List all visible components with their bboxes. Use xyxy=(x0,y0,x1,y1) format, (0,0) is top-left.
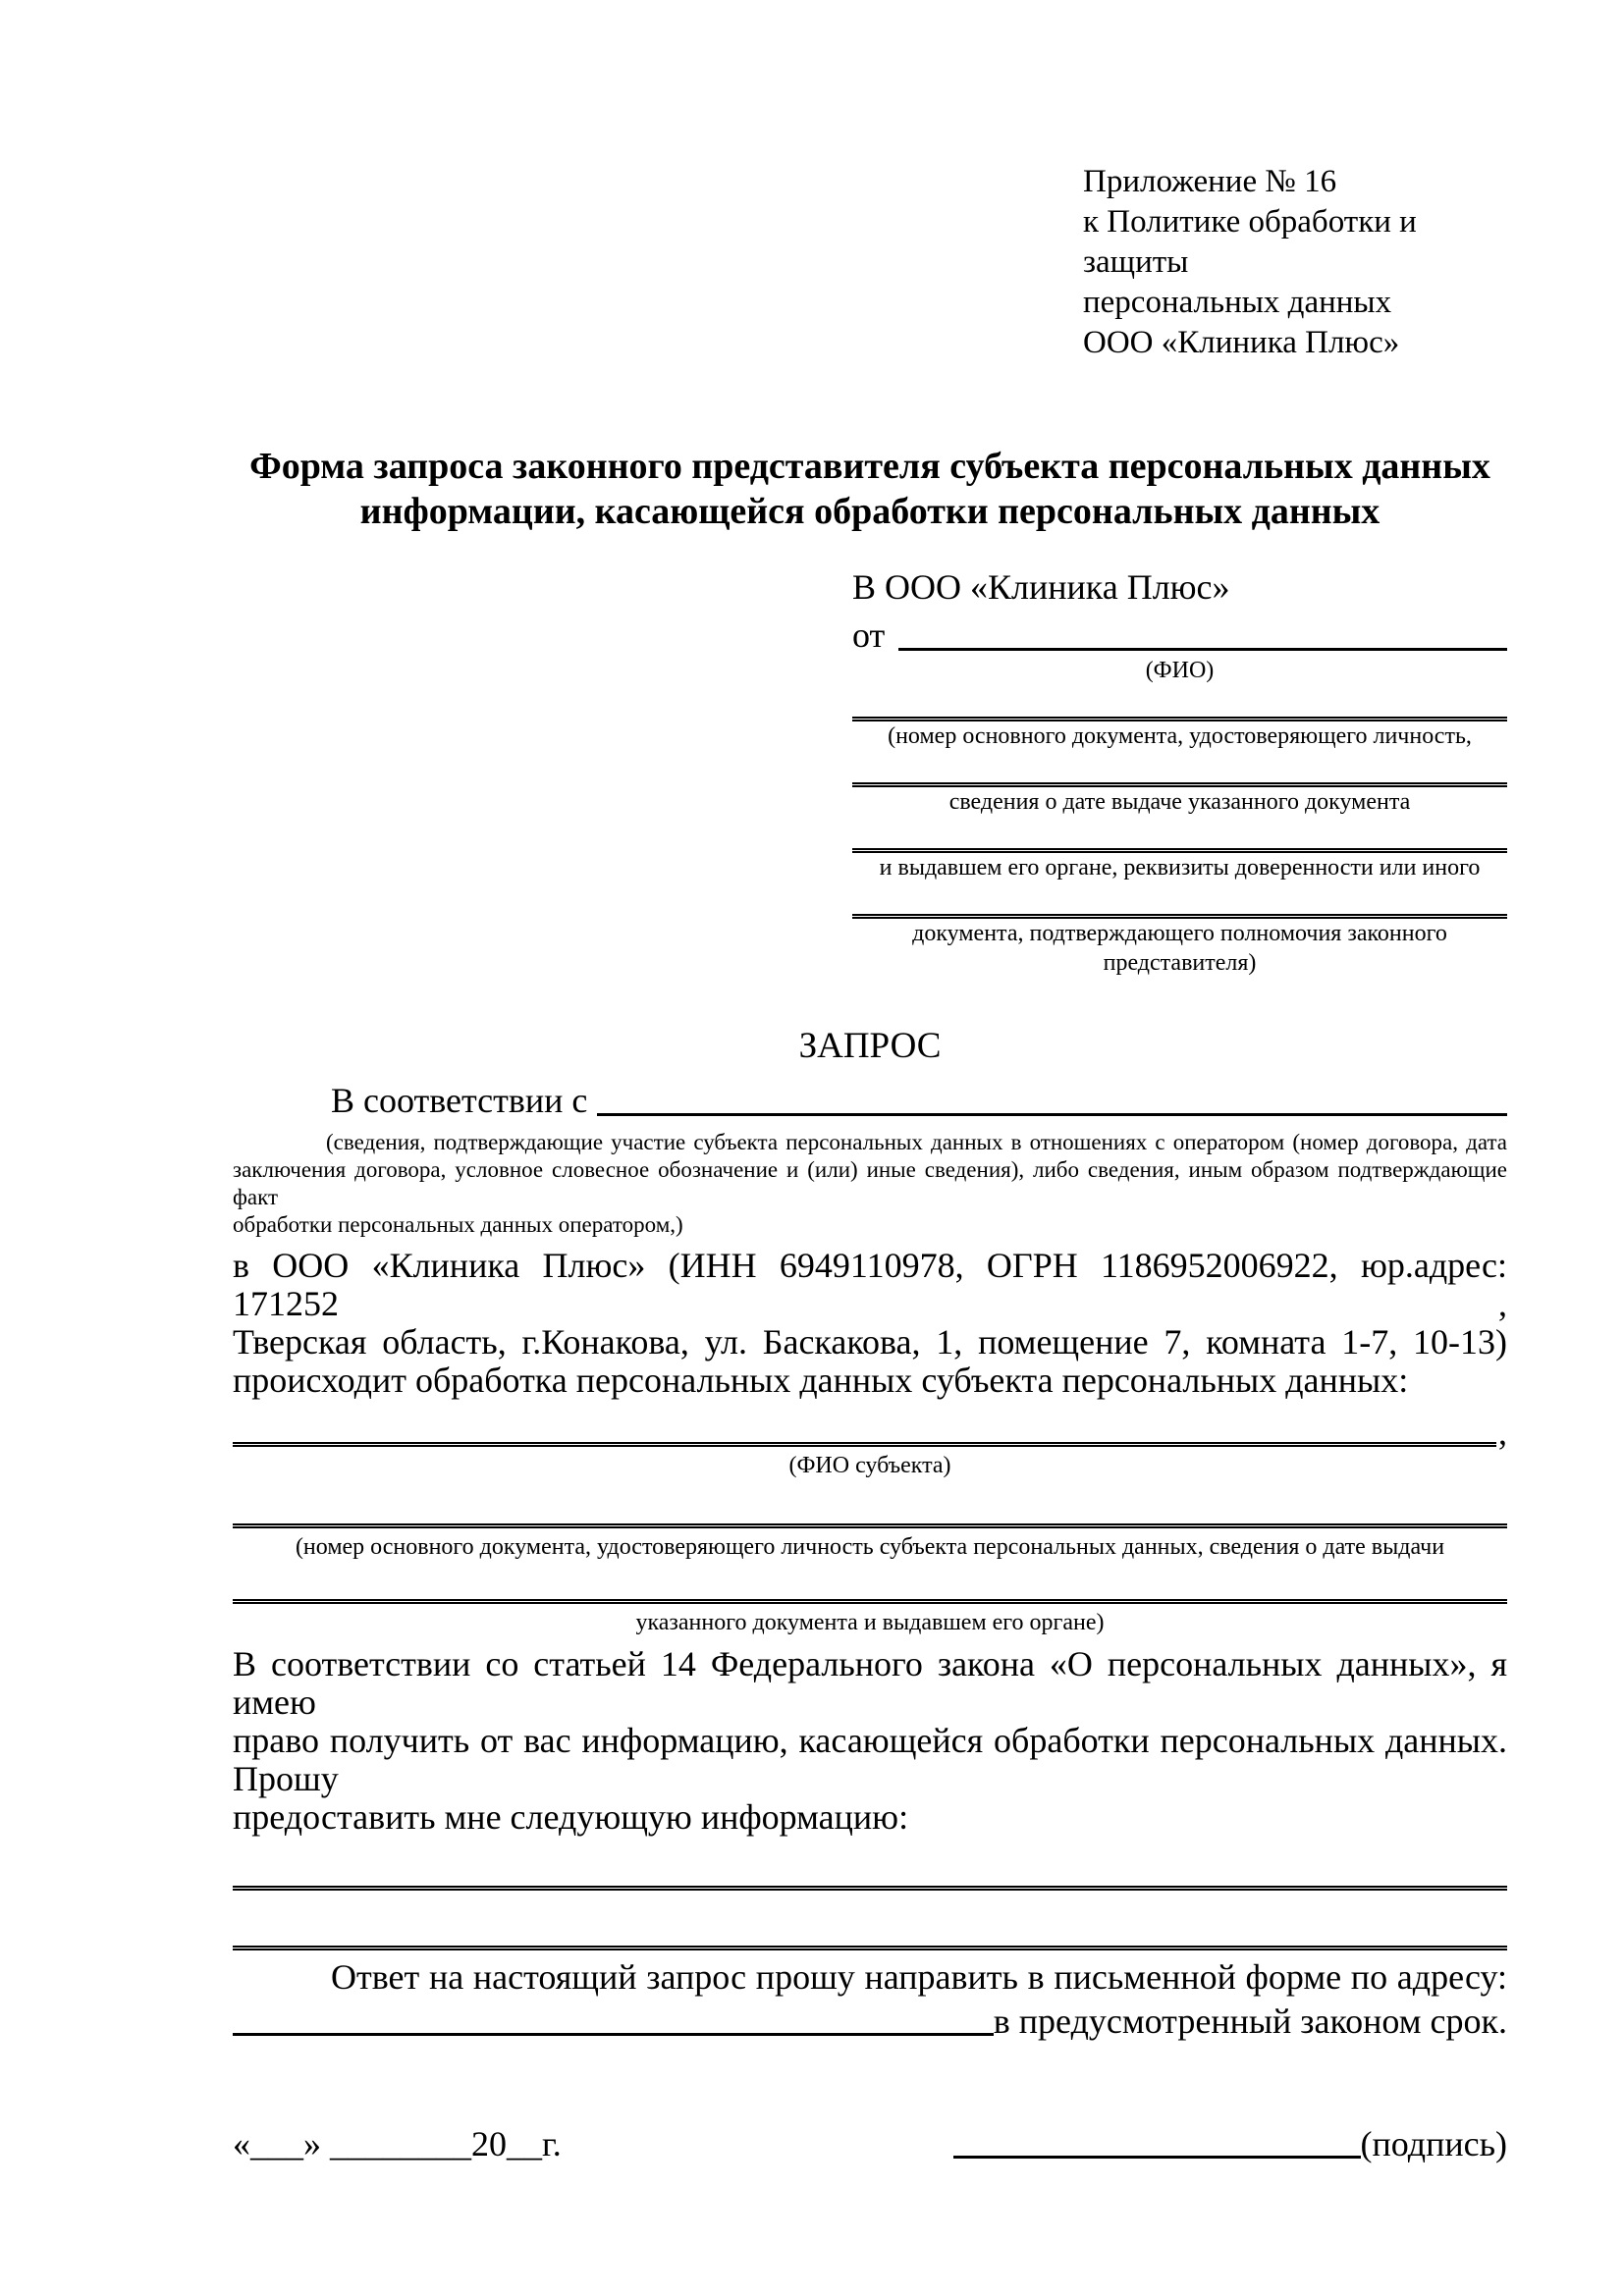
page-title-line: информации, касающейся обработки персональных данных xyxy=(359,491,1380,532)
appendix-line: к Политике обработки и защиты xyxy=(1083,204,1417,280)
addressee-block xyxy=(852,565,1507,978)
according-label: В соответствии с xyxy=(331,1081,588,1120)
appendix-line: ООО «Клиника Плюс» xyxy=(1083,325,1400,360)
appendix-header xyxy=(1083,162,1507,363)
document-number-caption: (номер основного документа, удостоверяющего личность, xyxy=(888,723,1472,749)
representative-authority-field-line xyxy=(852,892,1507,919)
according-row xyxy=(233,1080,1507,1121)
reply-address-field-line xyxy=(233,2032,994,2036)
law-paragraph xyxy=(233,1645,1507,1837)
from-field-line xyxy=(898,647,1507,651)
subject-document-caption: (номер основного документа, удостоверяющего личность субъекта персональных данных, сведения о дате выдачи xyxy=(295,1534,1445,1560)
law-line: предоставить мне следующую информацию: xyxy=(233,1797,909,1837)
subject-fio-field-line xyxy=(233,1420,1496,1447)
subject-fio-comma: , xyxy=(1498,1413,1507,1452)
signature-field-line xyxy=(953,2155,1361,2159)
fineprint-note xyxy=(233,1129,1507,1239)
reply-address-row xyxy=(233,1999,1507,2042)
subject-document-field-line2 xyxy=(233,1577,1507,1604)
date-blank-text: «___» ________20__г. xyxy=(233,2124,562,2163)
law-line: В соответствии со статьей 14 Федерального закона «О персональных данных», я имею xyxy=(233,1644,1507,1722)
fio-caption: (ФИО) xyxy=(1145,658,1215,683)
issuing-authority-caption: и выдавшем его органе, реквизиты доверенности или иного xyxy=(879,855,1481,881)
subject-fio-row xyxy=(233,1413,1507,1452)
from-label: от xyxy=(852,615,886,655)
requested-info-field-line2 xyxy=(233,1924,1507,1950)
page-title-line: Форма запроса законного представителя субъекта персональных данных xyxy=(249,446,1490,487)
reply-paragraph: Ответ на настоящий запрос прошу направить в письменной форме по адресу: xyxy=(331,1957,1507,1997)
issuing-authority-field-line xyxy=(852,827,1507,853)
operator-line: Тверская область, г.Конакова, ул. Баскакова, 1, помещение 7, комната 1-7, 10-13) xyxy=(233,1322,1507,1362)
signature-row xyxy=(233,2120,1507,2165)
subject-document-caption2: указанного документа и выдавшем его органе) xyxy=(635,1610,1105,1635)
operator-line: в ООО «Клиника Плюс» (ИНН 6949110978, ОГРН 1186952006922, юр.адрес: 171252 , xyxy=(233,1246,1507,1323)
page-title xyxy=(233,444,1507,534)
representative-authority-caption: документа, подтверждающего полномочия законного представителя) xyxy=(912,921,1447,976)
reply-deadline-text: в предусмотренный законом срок. xyxy=(993,2002,1507,2041)
fineprint-line: (сведения, подтверждающие участие субъекта персональных данных в отношениях с оператором (номер договора, дата xyxy=(326,1130,1507,1154)
operator-paragraph xyxy=(233,1247,1507,1400)
document-number-field-line xyxy=(852,695,1507,721)
fineprint-line: обработки персональных данных оператором,) xyxy=(233,1212,683,1237)
operator-line: происходит обработка персональных данных субъекта персональных данных: xyxy=(233,1361,1409,1400)
appendix-line: персональных данных xyxy=(1083,285,1392,320)
issue-date-caption: сведения о дате выдаче указанного документа xyxy=(948,789,1411,815)
issue-date-field-line xyxy=(852,761,1507,787)
from-row xyxy=(852,610,1507,656)
signature-caption: (подпись) xyxy=(1360,2124,1507,2163)
law-line: право получить от вас информацию, касающейся обработки персональных данных. Прошу xyxy=(233,1721,1507,1798)
subject-fio-caption: (ФИО субъекта) xyxy=(788,1453,951,1478)
appendix-line: Приложение № 16 xyxy=(1083,164,1337,199)
fineprint-line: заключения договора, условное словесное обозначение и (или) иные сведения), либо сведения, иным образом подтверждающие факт xyxy=(233,1157,1507,1209)
according-field-line xyxy=(597,1112,1507,1116)
addressee-to: В ООО «Клиника Плюс» xyxy=(852,567,1230,607)
requested-info-field-line1 xyxy=(233,1864,1507,1891)
subject-document-field-line xyxy=(233,1502,1507,1528)
request-heading: ЗАПРОС xyxy=(798,1026,942,1066)
